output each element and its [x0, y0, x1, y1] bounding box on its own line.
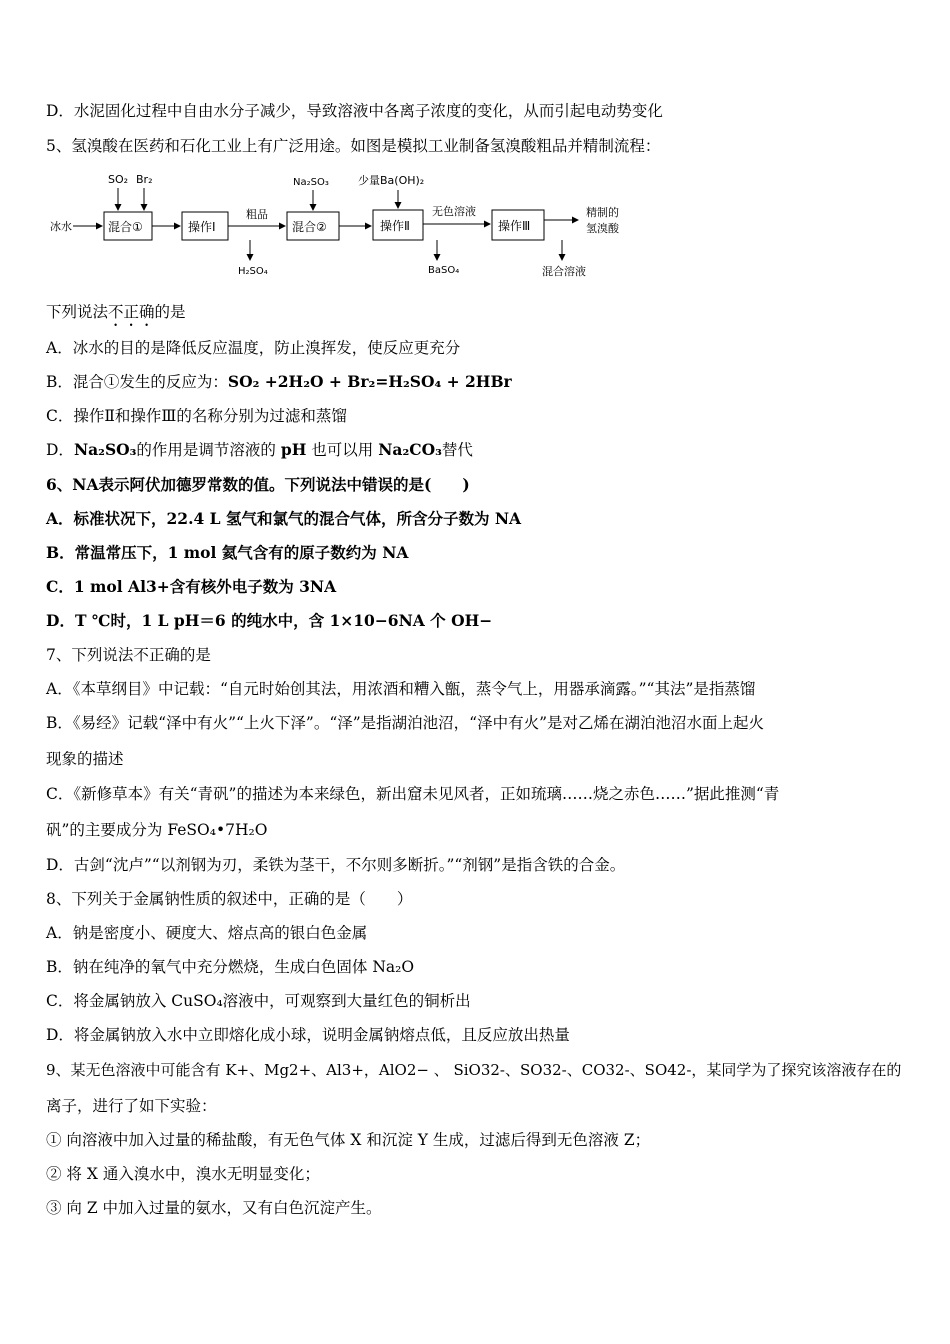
q6-option-d: D．T ℃时，1 L pH＝6 的纯水中，含 1×10−6NA 个 OH− [46, 611, 493, 630]
na2so3-label: Na₂SO₃ [293, 177, 329, 188]
op2-label: 操作Ⅱ [380, 219, 410, 233]
q5-stem: 5、氢溴酸在医药和石化工业上有广泛用途。如图是模拟工业制备氢溴酸粗品并精制流程： [46, 137, 661, 155]
q7-option-c-line1: C．《新修草本》有关“青矾”的描述为本来绿色，新出窟未见风者，正如琉璃……烧之赤色……”据此推测“青 [46, 785, 780, 803]
q9-step-2: ② 将 X 通入溴水中，溴水无明显变化； [46, 1165, 320, 1183]
emphasis-not-correct: 不正确 [108, 303, 155, 321]
mixed-sol-label: 混合溶液 [542, 265, 586, 278]
op1-label: 操作Ⅰ [188, 220, 216, 234]
q5-flow-diagram [40, 168, 660, 283]
q7-option-b-line1: B．《易经》记载“泽中有火”“上火下泽”。“泽”是指湖泊池沼，“泽中有火”是对乙烯在湖泊池沼水面上起火 [46, 714, 765, 732]
q7-option-b-line2: 现象的描述 [46, 750, 124, 768]
q8-option-d: D．将金属钠放入水中立即熔化成小球，说明金属钠熔点低，且反应放出热量 [46, 1026, 570, 1044]
ice-water-label: 冰水 [50, 220, 72, 233]
q7-option-a: A．《本草纲目》中记载：“自元时始创其法，用浓酒和糟入甑，蒸令气上，用器承滴露。”“其法”是指蒸馏 [46, 680, 756, 698]
so2-label: SO₂ [108, 173, 129, 186]
h2so4-label: H₂SO₄ [238, 266, 268, 277]
q4-option-d: D．水泥固化过程中自由水分子减少，导致溶液中各离子浓度的变化，从而引起电动势变化 [46, 102, 663, 120]
br2-label: Br₂ [136, 173, 153, 186]
q8-option-b: B．钠在纯净的氧气中充分燃烧，生成白色固体 Na₂O [46, 958, 415, 976]
refined-label-1: 精制的 [586, 206, 619, 219]
q9-step-3: ③ 向 Z 中加入过量的氨水，又有白色沉淀产生。 [46, 1199, 382, 1217]
q7-option-c-line2: 矾”的主要成分为 FeSO₄•7H₂O [46, 821, 268, 839]
q5-option-c: C．操作Ⅱ和操作Ⅲ的名称分别为过滤和蒸馏 [46, 407, 347, 425]
q9-step-1: ① 向溶液中加入过量的稀盐酸，有无色气体 X 和沉淀 Y 生成，过滤后得到无色溶液 Z； [46, 1131, 651, 1149]
q6-stem: 6、NA表示阿伏加德罗常数的值。下列说法中错误的是( ) [46, 475, 470, 494]
q5-question: 下列说法不正确的是 [46, 303, 186, 321]
mix2-label: 混合② [292, 220, 327, 234]
q5-option-b: B．混合①发生的反应为：SO₂ +2H₂O + Br₂=H₂SO₄ + 2HBr [46, 372, 512, 391]
q9-stem-line2: 离子，进行了如下实验： [46, 1097, 217, 1115]
q6-option-a: A．标准状况下，22.4 L 氢气和氯气的混合气体，所含分子数为 NA [46, 509, 522, 528]
baoh2-label: 少量Ba(OH)₂ [358, 174, 425, 187]
q8-stem: 8、下列关于金属钠性质的叙述中，正确的是（ ） [46, 890, 413, 908]
colorless-label: 无色溶液 [432, 205, 476, 218]
crude-label: 粗品 [246, 208, 268, 221]
q5-option-a: A．冰水的目的是降低反应温度，防止溴挥发，使反应更充分 [46, 339, 461, 357]
mix1-label: 混合① [108, 220, 143, 234]
q8-option-a: A．钠是密度小、硬度大、熔点高的银白色金属 [46, 924, 368, 942]
q6-option-c: C．1 mol Al3+含有核外电子数为 3NA [46, 577, 337, 596]
refined-label-2: 氢溴酸 [586, 222, 619, 235]
q8-option-c: C．将金属钠放入 CuSO₄溶液中，可观察到大量红色的铜析出 [46, 992, 471, 1010]
q5-option-d: D．Na₂SO₃的作用是调节溶液的 pH 也可以用 Na₂CO₃替代 [46, 440, 473, 459]
op3-label: 操作Ⅲ [498, 219, 531, 233]
equation: SO₂ +2H₂O + Br₂=H₂SO₄ + 2HBr [227, 372, 512, 391]
q7-stem: 7、下列说法不正确的是 [46, 646, 211, 664]
q9-stem-line1: 9、某无色溶液中可能含有 K+、Mg2+、Al3+，AlO2− 、 SiO32-、SO32-、CO32-、SO42-，某同学为了探究该溶液存在的 [46, 1061, 902, 1079]
baso4-label: BaSO₄ [428, 265, 460, 276]
q7-option-d: D．古剑“沈卢”“以剂钢为刃，柔铁为茎干，不尔则多断折。”“剂钢”是指含铁的合金。 [46, 856, 626, 874]
q6-option-b: B．常温常压下，1 mol 氦气含有的原子数约为 NA [46, 543, 409, 562]
